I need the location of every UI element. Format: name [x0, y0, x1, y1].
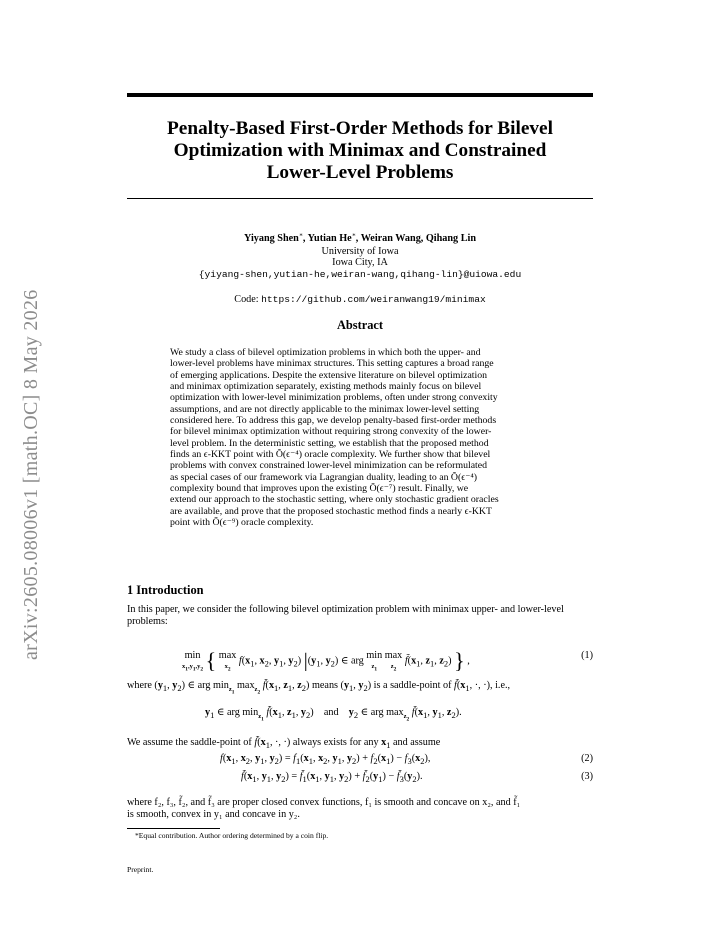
code-label: Code:: [234, 294, 259, 305]
title-bottom-rule: [127, 198, 593, 199]
preprint-label: Preprint.: [127, 865, 154, 874]
abstract-line: problems with convex constrained lower-level minimization can be reformulated: [170, 460, 488, 472]
abstract-line: lower-level problems have minimax structures. This setting captures a broad range: [170, 358, 494, 370]
title-top-rule: [127, 93, 593, 97]
equation-2: $f(x_1$, $x_2$, $y_1$, $y_2) = f_1(x_1$, $x_2$, $y_1$, $y_2) + f_2(x_1) - f_3(x_2)$,: [220, 753, 431, 767]
abstract-line: as special cases of our framework via Lagrangian duality, leading to an Õ(ϵ⁻⁴): [170, 471, 478, 483]
title-line-3: Lower-Level Problems: [266, 162, 454, 183]
p3-text-b: always exists for any: [292, 737, 379, 748]
title-line-1: Penalty-Based First-Order Methods for Bilevel: [167, 118, 553, 139]
p4-line-2: is smooth, convex in y₁ and concave in y₂.: [127, 808, 300, 820]
abstract-line: optimization with lower-level minimization problems, often under strong convexity: [170, 392, 498, 404]
author-1: Yiyang Shen: [244, 233, 299, 244]
affiliation-university: University of Iowa: [321, 246, 399, 257]
code-line: [127, 294, 593, 306]
and-word: and: [323, 707, 339, 718]
equation-3: $f̃(x_1$, $y_1$, $y_2$) = $f̃_1(x_1$, $y_1$, $y_2$) + $f̃_2(y_1)$ − $f̃_3(y_2)$.: [241, 771, 423, 785]
p2-text-c: ) is a saddle-point of: [367, 680, 455, 691]
abstract-line: We study a class of bilevel optimization problems in which both the upper- and: [170, 347, 481, 358]
intro-paragraph-4: [127, 797, 593, 820]
p3-text-a: We assume the saddle-point of: [127, 737, 252, 748]
p3-text-c: and assume: [393, 737, 441, 748]
author-emails: {yiyang-shen,yutian-he,weiran-wang,qihang-lin}@uiowa.edu: [198, 269, 522, 280]
paper-title: [127, 118, 593, 184]
abstract-body: [170, 347, 550, 529]
section-heading-introduction: 1 Introduction: [127, 583, 204, 597]
p2-text-b: ) means (: [306, 680, 344, 691]
p4-line-1: where f₂, f₃, f̃₂, and f̃₃ are proper closed convex functions, f₁ is smooth and concave on x₂, and f̃₁: [127, 797, 521, 808]
abstract-line: complexity bound that improves upon the existing Õ(ϵ⁻⁷) result. Finally, we: [170, 483, 469, 495]
p2-text-a: where (: [127, 680, 158, 691]
abstract-line: level problem. In the deterministic setting, we establish that the proposed method: [170, 437, 489, 449]
affiliation-city: Iowa City, IA: [332, 257, 388, 268]
abstract-line: for bilevel minimax optimization without requiring strong convexity of the lower-: [170, 426, 492, 438]
abstract-line: extend our approach to the stochastic setting, where only stochastic gradient oracles: [170, 494, 499, 506]
footnote-equal-contribution: *Equal contribution. Author ordering determined by a coin flip.: [135, 831, 329, 840]
abstract-heading: Abstract: [336, 318, 384, 332]
abstract-line: of emerging applications. Despite the extensive literature on bilevel optimization: [170, 369, 488, 381]
abstract-line: assumptions, and are not directly applicable to the minimax lower-level setting: [170, 403, 480, 415]
code-url-link[interactable]: https://github.com/weiranwang19/minimax: [261, 294, 486, 305]
footnote-rule: [127, 828, 220, 829]
equation-1-number: (1): [581, 650, 593, 661]
intro-paragraph-1: In this paper, we consider the following bilevel optimization problem with minimax upper- and lower-level problems:: [127, 604, 564, 627]
abstract-line: finds an ϵ-KKT point with Õ(ϵ⁻⁴) oracle complexity. We further show that bilevel: [170, 449, 491, 461]
abstract-line: and minimax optimization separately, existing methods mainly focus on bilevel: [170, 381, 482, 393]
equation-3-number: (3): [581, 771, 593, 782]
author-3: Weiran Wang, Qihang Lin: [360, 233, 476, 244]
p2-text-d: , i.e.,: [489, 680, 511, 691]
equation-1: min $x_1,y_1,y_2$ { max $x_2$ $f(x_1$, $x_2$, $y_1$, $y_2$) $|(y_1$, $y_2$) ∈ arg min $z_1$ max $z_2$ $f̃(x_1$, $z_1$, $z_2$) } ,: [182, 648, 470, 673]
title-line-2: Optimization with Minimax and Constrained: [173, 140, 547, 161]
saddle-point-conditions: $y_1$ ∈ arg $\min_{z_1}$ $f̃(x_1$, $z_1$, $y_2$) and $y_2$ ∈ arg $\max_{z_2}$ $f̃(x_1$, $y_1$, $z_2$).: [205, 707, 462, 723]
abstract-line: considered here. To address this gap, we develop penalty-based first-order methods: [170, 415, 497, 427]
author-2: Yutian He: [307, 233, 352, 244]
equation-2-number: (2): [581, 753, 593, 764]
intro-paragraph-3: We assume the saddle-point of $f̃(x_1$, ·, ·) always exists for any $x_1$ and assume: [127, 737, 441, 751]
author-list: Yiyang Shen∗, Yutian He∗, Weiran Wang, Qihang Lin: [244, 232, 476, 244]
abstract-line: are available, and prove that the proposed stochastic method finds a nearly ϵ-KKT: [170, 505, 492, 517]
abstract-line: point with Õ(ϵ⁻⁹) oracle complexity.: [170, 517, 314, 529]
intro-paragraph-2: where ($y_1$, $y_2$) ∈ arg $\min_{z_1} \max_{z_2}$ $f̃(x_1$, $z_1$, $z_2$) means ($y_1$, $y_2$) is a saddle-point of $f̃(x_1$, ·, ·), i.e.,: [127, 680, 511, 696]
arxiv-sidebar-id: arXiv:2605.08006v1 [math.OC] 8 May 2026: [20, 289, 42, 660]
